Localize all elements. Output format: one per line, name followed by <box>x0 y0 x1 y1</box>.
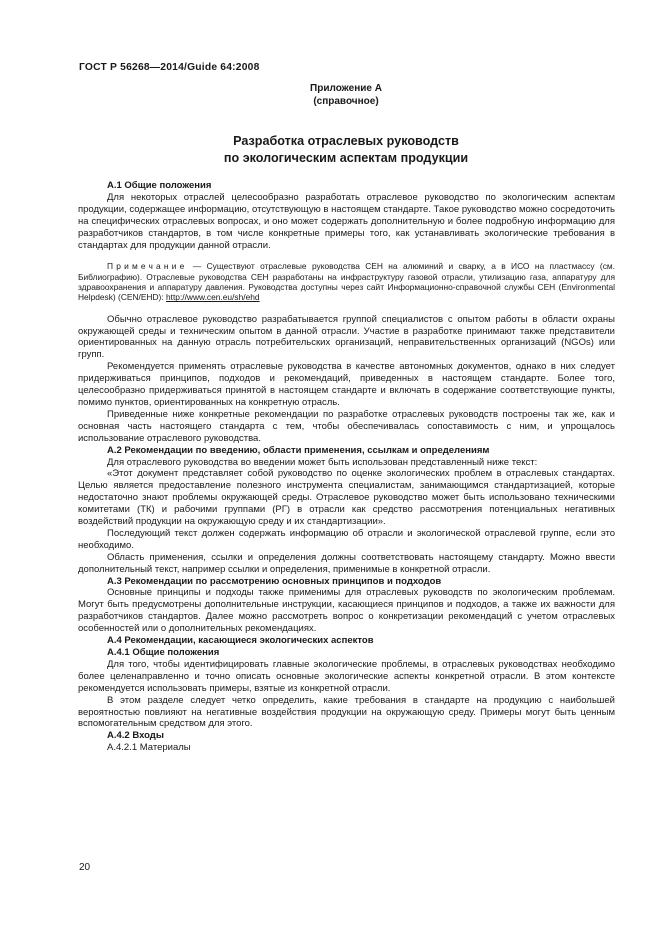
heading-a42: А.4.2 Входы <box>107 730 164 742</box>
annex-type: (справочное) <box>313 96 379 107</box>
title-line-1: Разработка отраслевых руководств <box>233 134 459 148</box>
section-title <box>0 133 661 166</box>
paragraph: Для отраслевого руководства во введении может быть использован представленный ниже текст: <box>107 456 538 468</box>
paragraph: Для некоторых отраслей целесообразно разработать отраслевое руководство по экологическим аспектам продукции, содержащее информацию, отсутствующую в настоящем стандарте. Такое руководство можно сосредоточить на специфических отраслевых вопросах, и оно может содержать дополнительную и более подробную информацию для разработчиков стандартов, в том числе конкретные примеры того, как устанавливать экологические требования в стандартах для продукции данной отрасли. <box>78 191 615 251</box>
heading-a41: А.4.1 Общие положения <box>107 647 220 658</box>
quote-paragraph: «Этот документ представляет собой руководство по оценке экологических проблем в отраслевых стандартах. Целью является предоставление полезного инструмента специалистам, занимающимся стандартизацией, которые недостаточно знают проблемы окружающей среды. Отраслевое руководство может быть использовано техническими комитетами (ТК) и рабочими группами (РГ) в отрасли как средство рассмотрения потенциальных негативных воздействий продукции на окружающую среду и их стандартизации». <box>78 468 615 528</box>
annex-title: Приложение А <box>310 83 382 94</box>
paragraph: Область применения, ссылки и определения должны соответствовать настоящему стандарту. Можно ввести дополнительный текст, например ссылки и определения, применимые в конкретной отрасли. <box>78 551 615 575</box>
paragraph: Последующий текст должен содержать информацию об отрасли и экологической отраслевой группе, если это необходимо. <box>78 527 615 551</box>
title-line-2: по экологическим аспектам продукции <box>223 150 469 165</box>
paragraph: Для того, чтобы идентифицировать главные экологические проблемы, в отраслевых руководствах необходимо более целенаправленно и точно описать основные экологические аспекты конкретной отрасли. В этом контексте рекомендуется использовать примеры, взятые из конкретной отрасли. <box>78 658 615 694</box>
document-code: ГОСТ Р 56268—2014/Guide 64:2008 <box>79 62 260 73</box>
paragraph: В этом разделе следует четко определить, какие требования в стандарте на продукцию с наибольшей вероятностью повлияют на негативные воздействия продукции на окружающую среду. Примеры могут быть ценным вспомогательным средством для этого. <box>78 694 615 730</box>
document-body <box>78 180 615 754</box>
paragraph: Обычно отраслевое руководство разрабатывается группой специалистов с опытом работы в области охраны окружающей среды и техническим опытом в данной отрасли. Участие в разработке принимают также представители ориентированных на данную отрасль потребительских организаций, неправительственных организаций (NGOs) или групп. <box>78 313 615 361</box>
heading-a4: А.4 Рекомендации, касающиеся экологических аспектов <box>107 635 374 647</box>
heading-a1: А.1 Общие положения <box>107 180 212 191</box>
paragraph: Приведенные ниже конкретные рекомендации по разработке отраслевых руководств построены так же, как и основная часть настоящего стандарта с тем, чтобы обеспечивалась сопоставимость с ним, и упрощалось использование отраслевого руководства. <box>78 408 615 444</box>
note-text: — Существуют отраслевые руководства СЕН на алюминий и сварку, а в ИСО на пластмассу (см. Библиографию). Отраслевые руководства СЕН разработаны на инфраструктуру газовой отрасли, утилизацию газа, аппаратуру для здравоохранения и аппаратуру давления. Руководства доступны через сайт Информационно-справочной службы СЕН (Environmental Helpdesk) (CEN/EHD): <box>78 261 615 303</box>
paragraph: Рекомендуется применять отраслевые руководства в качестве автономных документов, однако в них следует придерживаться принципов, подходов и рекомендаций, приведенных в настоящем стандарте. Более того, целесообразно придерживаться принятой в настоящем стандарте и включать в содержание соответствующие пункты, помимо пунктов, ориентированных на конкретную отрасль. <box>78 361 615 408</box>
heading-a3: А.3 Рекомендации по рассмотрению основных принципов и подходов <box>107 575 442 587</box>
subheading-a421: А.4.2.1 Материалы <box>107 742 191 754</box>
note-label: Примечание <box>107 261 188 272</box>
note-block <box>78 261 615 302</box>
page-number: 20 <box>79 862 91 873</box>
paragraph: Основные принципы и подходы также применимы для отраслевых руководств по экологическим проблемам. Могут быть предусмотрены дополнительные инструкции, касающиеся принципов и подходов, а также их важности для разработчиков стандартов. Далее можно рассмотреть вопрос о конкретизации рекомендаций с учетом отраслевых особенностей или о дополнительных рекомендациях. <box>78 587 615 635</box>
note-link[interactable]: http://www.cen.eu/sh/ehd <box>165 292 260 303</box>
heading-a2: А.2 Рекомендации по введению, области применения, ссылкам и определениям <box>107 444 490 456</box>
